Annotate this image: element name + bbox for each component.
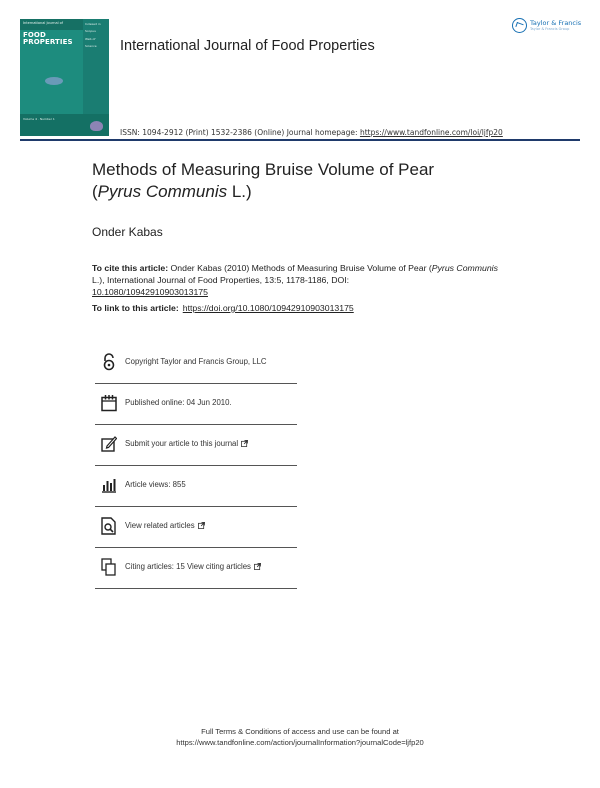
cover-emblem (90, 121, 103, 131)
publisher-subname: Taylor & Francis Group (530, 27, 570, 31)
article-author[interactable]: Onder Kabas (92, 225, 163, 239)
copyright-text: Copyright Taylor and Francis Group, LLC (125, 357, 267, 366)
cover-journal-name: FOOD PROPERTIES (23, 31, 73, 46)
citation-block: To cite this article: Onder Kabas (2010) Methods of Measuring Bruise Volume of Pear (Pyrus Communis L.), International Journal of Food Properties, 13:5, 1178-1186, DOI: 10.1080/10942910903013175 (92, 263, 498, 297)
cover-strip-text: Volume 4 · Number 1 (23, 117, 55, 121)
list-item-article-views (95, 466, 297, 507)
list-item-submit-article[interactable] (95, 425, 297, 466)
taylor-francis-logo-icon (512, 18, 527, 33)
citation-label: To cite this article: (92, 263, 169, 273)
related-articles-link[interactable]: View related articles (125, 521, 205, 530)
edit-icon (101, 435, 117, 453)
citation-doi-link[interactable]: 10.1080/10942910903013175 (92, 287, 208, 297)
cover-band-text: International Journal of (23, 21, 64, 25)
publisher-name: Taylor & Francis (530, 19, 582, 27)
journal-homepage-link[interactable]: https://www.tandfonline.com/loi/ljfp20 (359, 128, 503, 137)
link-label: To link to this article: (92, 303, 179, 313)
footer-terms-link[interactable]: https://www.tandfonline.com/action/journalInformation?journalCode=ljfp20 (176, 738, 424, 747)
citing-articles-icon (101, 558, 117, 576)
bar-chart-icon (101, 476, 117, 494)
external-link-icon (241, 440, 248, 447)
article-views-text: Article views: 855 (125, 480, 186, 489)
footer-terms-text: Full Terms & Conditions of access and use can be found at (201, 727, 399, 736)
cover-side-panel: Indexed in Scopus Web of Science (83, 19, 109, 136)
list-item-related-articles[interactable] (95, 507, 297, 548)
list-item-citing-articles[interactable] (95, 548, 297, 589)
article-title: Methods of Measuring Bruise Volume of Pear (Pyrus Communis L.) (92, 160, 435, 201)
journal-title[interactable]: International Journal of Food Properties (120, 38, 375, 54)
article-info-list (95, 343, 297, 589)
search-document-icon (101, 517, 117, 535)
submit-article-link[interactable]: Submit your article to this journal (125, 439, 248, 448)
list-item-copyright (95, 343, 297, 384)
terms-footer (0, 726, 600, 748)
taylor-francis-logo[interactable] (512, 17, 584, 35)
external-link-icon (254, 563, 261, 570)
published-date-text: Published online: 04 Jun 2010. (125, 398, 232, 407)
header-divider (20, 139, 580, 141)
journal-cover-image (20, 19, 109, 136)
link-to-article (92, 303, 354, 313)
issn-line: ISSN: 1094-2912 (Print) 1532-2386 (Online) Journal homepage: https://www.tandfonline.com/loi/ljfp20 (120, 128, 503, 137)
calendar-icon (101, 394, 117, 412)
cover-illustration (45, 77, 63, 85)
list-item-published (95, 384, 297, 425)
external-link-icon (198, 522, 205, 529)
citing-articles-link[interactable]: Citing articles: 15 View citing articles (125, 562, 261, 571)
open-access-lock-icon (101, 353, 117, 371)
article-doi-url[interactable]: https://doi.org/10.1080/10942910903013175 (182, 303, 354, 313)
